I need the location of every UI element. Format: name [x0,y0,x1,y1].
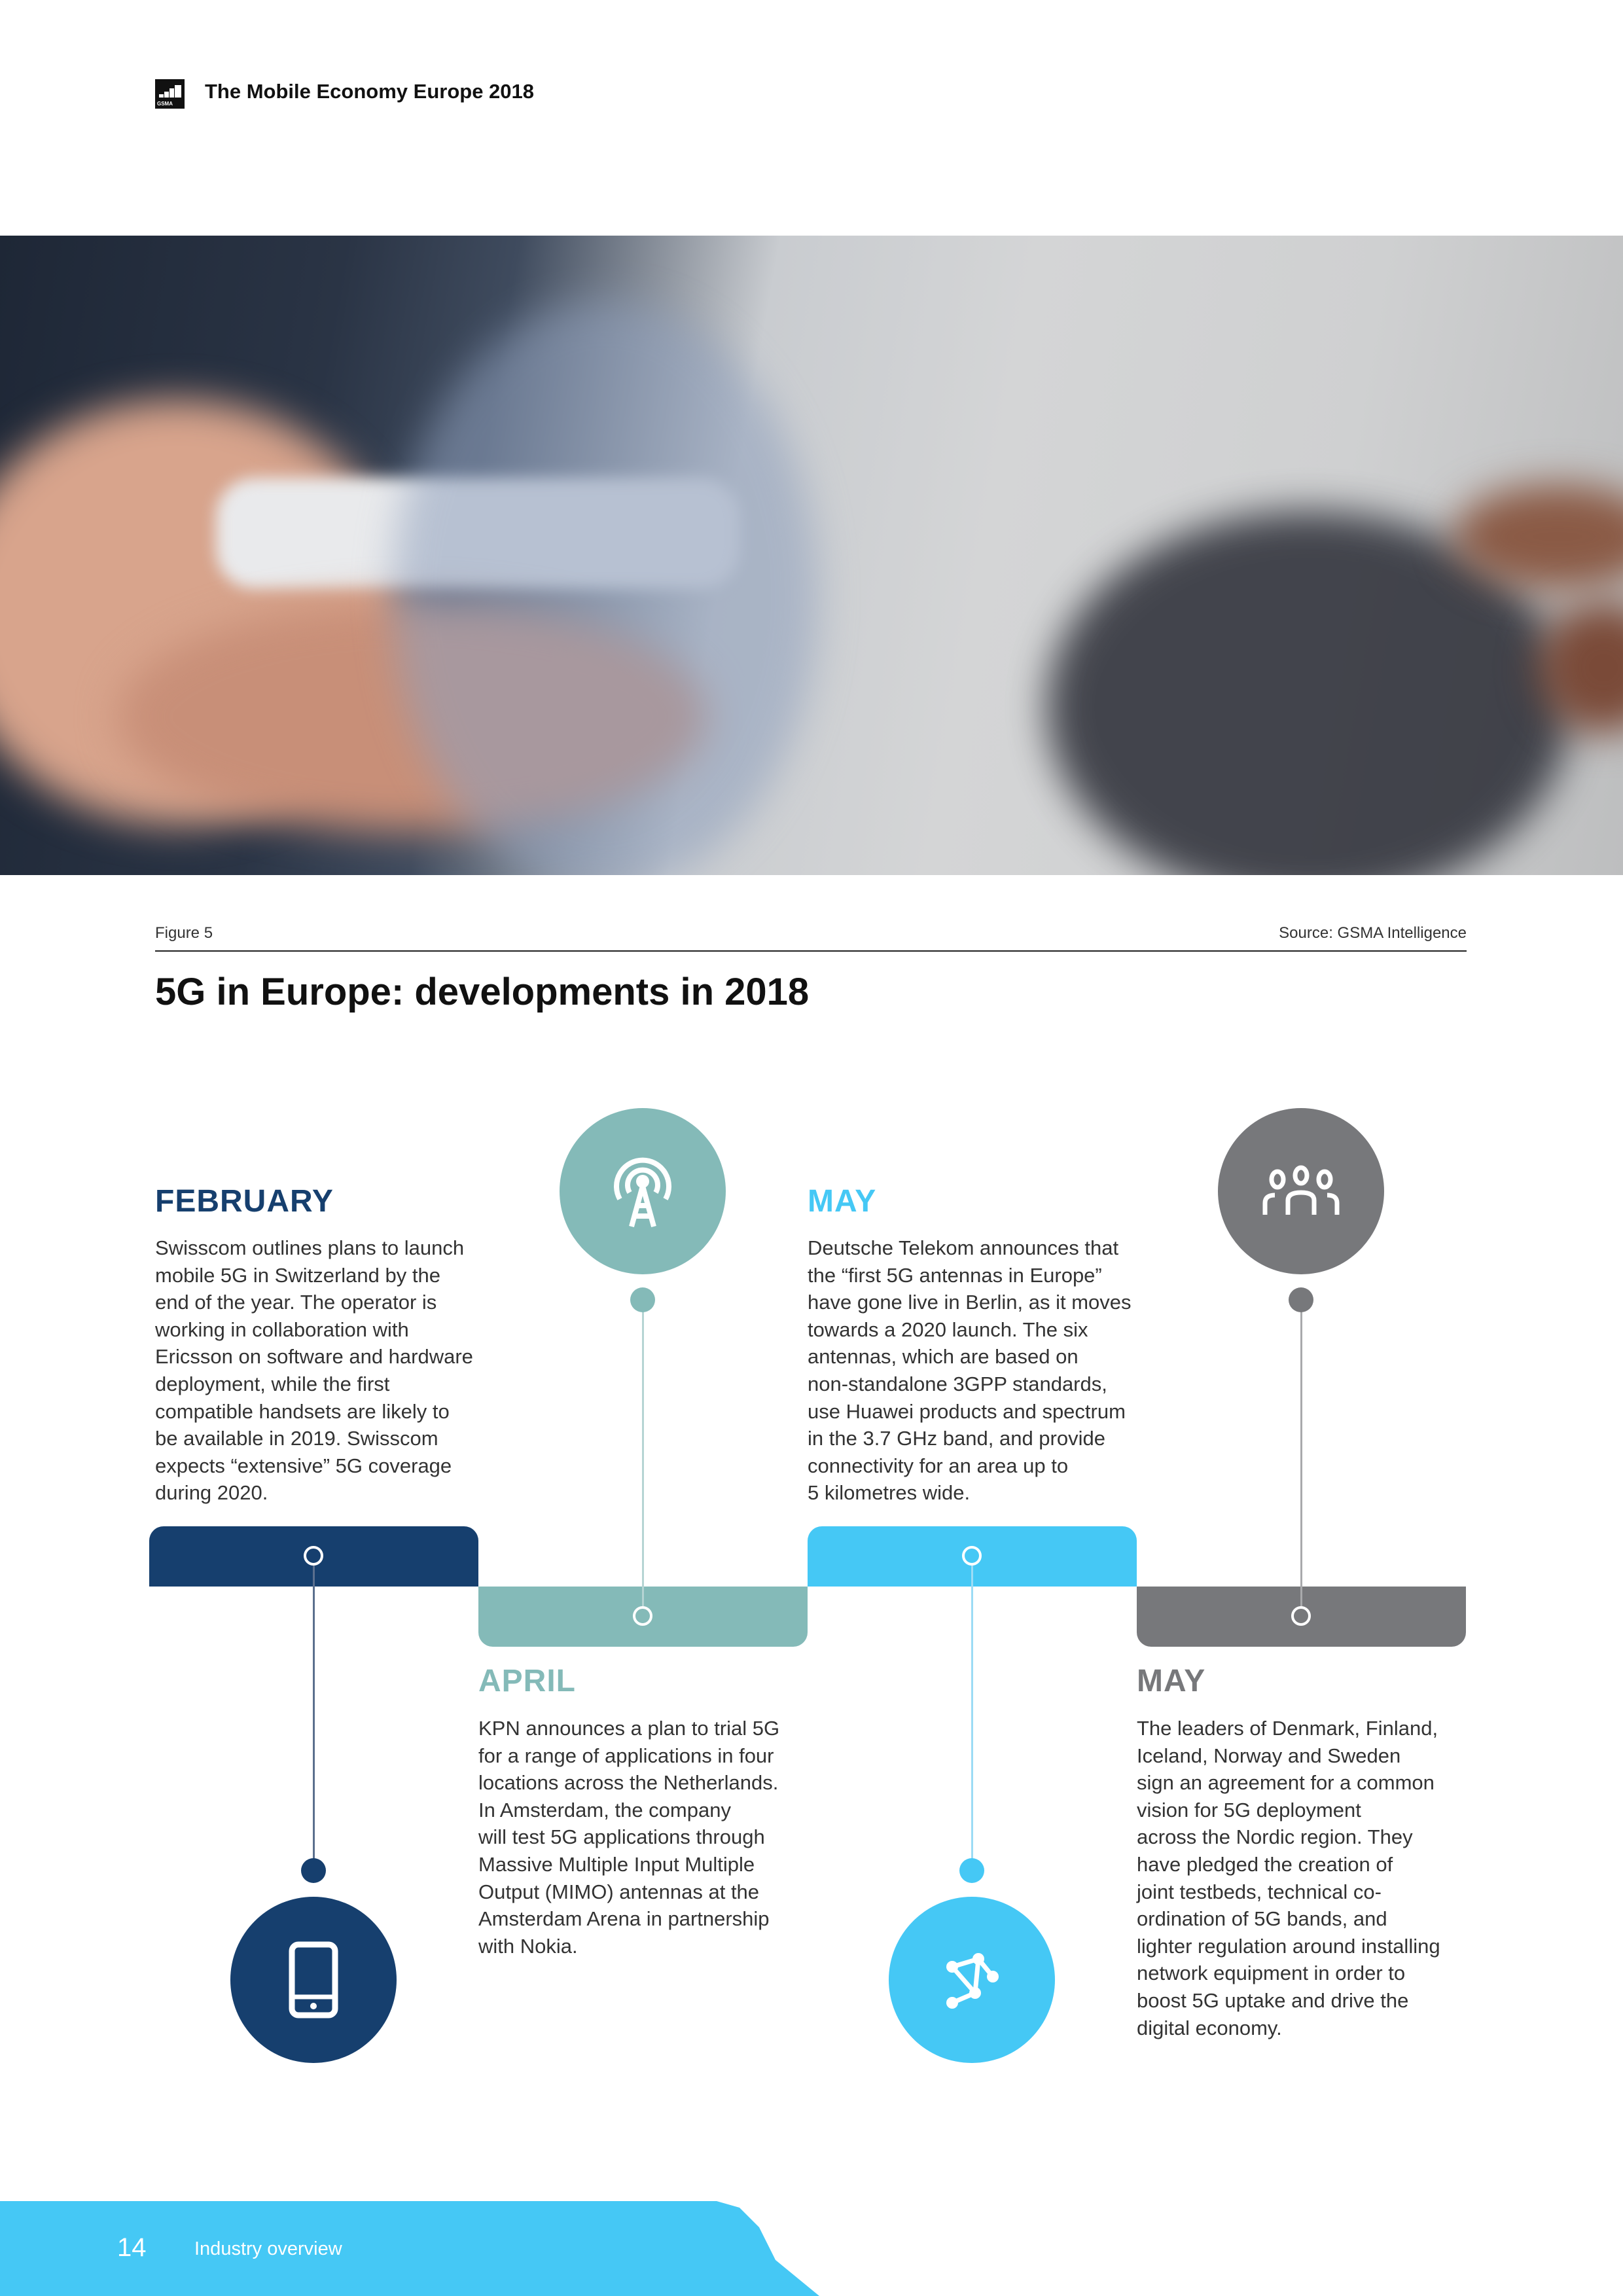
people-group-icon [1262,1165,1340,1217]
timeline-marker [304,1546,323,1566]
hero-photo [0,236,1623,875]
event-description-april: KPN announces a plan to trial 5G for a range of applications in four locations across the Netherlands. In Amsterdam, the company will test 5G applications through Massive Multiple Input Multiple Output (MIMO) antennas at the Amsterdam Arena in partnership with Nokia. [478,1717,780,1958]
event-description-february: Swisscom outlines plans to launch mobile 5G in Switzerland by the end of the year. The operator is working in collaboration with Ericsson on software and hardware deployment, while the first compatible handsets are likely to be available in 2019. Swisscom expects “extensive” 5G coverage during 2020. [155,1236,473,1505]
connector-line [1300,1300,1302,1606]
gsma-logo [155,79,185,109]
event-description-may-2: The leaders of Denmark, Finland, Iceland, Norway and Sweden sign an agreement for a common vision for 5G deployment across the Nordic region. They have pledged the creation of joint testbeds, technical co- ordination of 5G bands, and lighter regulation around installing network equipment in order to boost 5G uptake and drive the digital economy. [1137,1717,1440,2039]
event-description-may-1: Deutsche Telekom announces that the “first 5G antennas in Europe” have gone live in Berlin, as it moves towards a 2020 launch. The six antennas, which are based on non-standalone 3GPP standards, use Huawei products and spectrum in the 3.7 GHz band, and provide connectivity for an area up to 5 kilometres wide. [808,1236,1132,1505]
people-group-icon-circle [1218,1108,1384,1274]
network-nodes-icon-circle [889,1897,1055,2063]
antenna-icon-circle [560,1108,726,1274]
document-title: The Mobile Economy Europe 2018 [205,80,535,103]
divider [155,950,1467,952]
connector-line [642,1300,644,1606]
section-name: Industry overview [194,2238,342,2259]
month-heading-april: APRIL [478,1664,576,1698]
connector-dot [959,1858,984,1883]
smartphone-icon [284,1941,343,2019]
figure-source: Source: GSMA Intelligence [1279,924,1467,942]
connector-line [971,1566,973,1871]
antenna-icon [607,1152,679,1230]
network-nodes-icon [939,1947,1005,2013]
month-heading-february: FEBRUARY [155,1184,334,1219]
connector-dot [1289,1287,1313,1312]
month-heading-may-2: MAY [1137,1664,1206,1698]
timeline-marker [1291,1606,1311,1626]
page-number: 14 [117,2233,147,2262]
figure-title: 5G in Europe: developments in 2018 [155,971,810,1013]
timeline-marker [962,1546,982,1566]
smartphone-icon-circle [230,1897,397,2063]
connector-line [313,1566,315,1871]
timeline-marker [633,1606,652,1626]
logo-text: GSMA [157,101,173,107]
connector-dot [630,1287,655,1312]
connector-dot [301,1858,326,1883]
month-heading-may-1: MAY [808,1184,877,1219]
figure-label: Figure 5 [155,924,213,942]
